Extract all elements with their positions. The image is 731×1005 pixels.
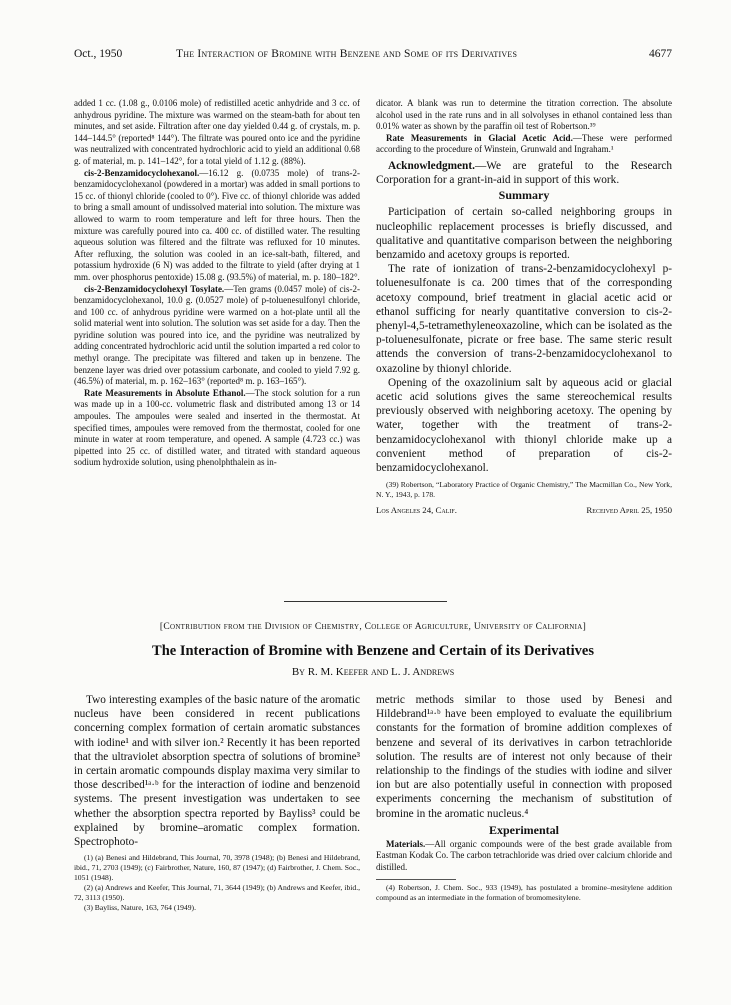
paragraph: The rate of ionization of trans-2-benzamidocyclohexyl p-toluenesulfonate is ca. 200 times that of the corresponding acetoxy compound, brief treatment in glacial acetic acid or ethanol sufficing for nearly quantitative conversion to cis-2-phenyl-4,5-tetramethyleneoxazoline, which can be isolated as the p-toluenesulfonate, picrate or free base. The same steric result attends the conversion of trans-2-benzamidocyclohexanol to oxazoline by thionyl chloride. — [376, 263, 672, 375]
introduction-text — [74, 693, 360, 849]
footnote — [376, 480, 672, 500]
paragraph-text: —16.12 g. (0.0735 mole) of trans-2-benzamidocyclohexanol (powdered in a mortar) was added in small portions to 15 cc. of thionyl chloride (cooled to 0°). Five cc. of thionyl chloride was added to bring a small amount of undissolved material into solution. The mixture was allowed to warm to room temperature and left for three hours. Then the mixture was carefully poured into ca. 400 cc. of distilled water. The resulting aqueous solution was filtered and the filtrate was refluxed for 10 minutes. After refluxing, the solution was cooled in an ice-salt-bath, filtered, and potassium hydroxide (6 N) was added to the filtrate to yield (after drying at 1 mm. over phosphorus pentoxide) 15.08 g. (93.5%) of material, m. p. 180–182°. — [74, 167, 360, 282]
paragraph: dicator. A blank was run to determine the titration correction. The absolute alcohol used in the rate runs and in all solvolyses in ethanol contained less than 0.01% water as shown by the paraffin oil test of Robertson.³⁹ — [376, 98, 672, 132]
subheading: Materials. — [386, 838, 426, 849]
subheading: cis-2-Benzamidocyclohexyl Tosylate. — [84, 283, 225, 294]
received-date: Received April 25, 1950 — [586, 505, 672, 516]
subheading: Rate Measurements in Absolute Ethanol. — [84, 387, 246, 398]
paragraph — [74, 168, 360, 284]
article-authors: By R. M. Keefer and L. J. Andrews — [291, 666, 455, 678]
footnote-rule — [376, 879, 456, 880]
acknowledgment — [376, 159, 672, 187]
footnote-text: (4) Robertson, J. Chem. Soc., 933 (1949), has postulated a bromine–mesitylene addition compound as an intermediate in the formation of bromomesitylene. — [376, 882, 672, 902]
left-column-top — [74, 98, 360, 469]
introduction-continued — [376, 693, 672, 821]
header-running-title: The Interaction of Bromine with Benzene and Some of its Derivatives — [176, 48, 518, 60]
methods-text — [376, 98, 672, 156]
summary-heading: Summary — [498, 188, 550, 203]
dateline — [376, 505, 672, 515]
footnote-text: (39) Robertson, “Laboratory Practice of Organic Chemistry,” The Macmillan Co., New York, N. Y., 1943, p. 178. — [376, 480, 672, 500]
footnotes — [376, 883, 672, 903]
subheading: cis-2-Benzamidocyclohexanol. — [84, 167, 200, 178]
contribution-line: [Contribution from the Division of Chemistry, College of Agriculture, University of California] — [159, 622, 587, 632]
footnotes — [74, 853, 360, 913]
paragraph: metric methods similar to those used by Benesi and Hildebrand¹ᵃ·ᵇ have been employed to evaluate the equilibrium constants for the formation of bromine addition complexes of benzene and several of its derivatives in carbon tetrachloride solution. The results are of interest not only because of their relationship to the findings of the studies with iodine and silver ion but are also potentially useful in connection with proposed experiments concerning the mechanism of substitution of bromine in the aromatic nucleus.⁴ — [376, 694, 672, 820]
paragraph-text: —All organic compounds were of the best grade available from Eastman Kodak Co. The carbon tetrachloride was dried over calcium chloride and distilled. — [376, 838, 672, 873]
right-column-top — [376, 98, 672, 515]
article-title: The Interaction of Bromine with Benzene and Certain of its Derivatives — [152, 643, 594, 659]
page-number: 4677 — [649, 48, 672, 60]
paragraph — [376, 839, 672, 874]
acknowledgment-heading: Acknowledgment. — [388, 159, 475, 172]
footnote-text: (1) (a) Benesi and Hildebrand, This Journal, 70, 3978 (1948); (b) Benesi and Hildebrand, ibid., 71, 2703 (1949); (c) Fairbrother, Nature, 160, 87 (1947); (d) Fairbrother, J. Chem. Soc., 1051 (1948). — [74, 853, 360, 883]
paragraph: Two interesting examples of the basic nature of the aromatic nucleus have been considered in recent publications concerning complex formation of certain aromatic substances with iodine¹ and with silver ion.² Recently it has been reported that the ultraviolet absorption spectra of solutions of bromine³ in certain aromatic compounds display maxima very similar to those described¹ᵃ·ᵇ for the interaction of iodine and benzenoid systems. The present investigation was undertaken to see whether the absorption spectra reported by Bayliss³ could be explained by bromine–aromatic complex formation. Spectrophoto- — [74, 694, 360, 849]
paragraph — [376, 159, 672, 187]
footnote-text: (2) (a) Andrews and Keefer, This Journal, 71, 3644 (1949); (b) Andrews and Keefer, ibid., 72, 3113 (1950). — [74, 883, 360, 903]
paragraph-text: —We are grateful to the Research Corporation for a grant-in-aid in support of this work. — [376, 159, 672, 187]
place: Los Angeles 24, Calif. — [376, 505, 457, 516]
paragraph — [376, 133, 672, 156]
paragraph: Participation of certain so-called neighboring groups in nucleophilic replacement processes is briefly discussed, and qualitative and quantitative comparison between the neighboring benzamido and acetoxy groups is reported. — [376, 206, 672, 261]
subheading: Rate Measurements in Glacial Acetic Acid. — [386, 132, 573, 143]
right-column-bottom — [376, 693, 672, 903]
paragraph: added 1 cc. (1.08 g., 0.0106 mole) of redistilled acetic anhydride and 3 cc. of anhydrous pyridine. The mixture was warmed on the steam-bath for about ten minutes, and set aside. Filtration after one day yielded 0.44 g. of crystals, m. p. 144–144.5° (reported⁸ 144°). The filtrate was poured onto ice and the pyridine was neutralized with concentrated hydrochloric acid to yield an additional 0.68 g. of material, m. p. 141–142°, for a total yield of 1.12 g. (88%). — [74, 98, 360, 166]
paragraph: Opening of the oxazolinium salt by aqueous acid or glacial acetic acid solutions gives the same stereochemical results previously observed with neighboring acetoxy. The opening by water, together with the treatment of trans-2-benzamidocyclohexanol with thionyl chloride make up a convenient method of preparation of cis-2-benzamidocyclohexanol. — [376, 376, 672, 475]
paragraph-text: —Ten grams (0.0457 mole) of cis-2-benzamidocyclohexanol, 10.0 g. (0.0527 mole) of p-toluenesulfonyl chloride, and 100 cc. of anhydrous pyridine were warmed on a hot-plate until all the solid material went into solution. The solution was set aside for a day. Then the pyridine solution was poured into ice, and the pyridine was neutralized by adding concentrated hydrochloric acid until the solution imparted a red color to methyl orange. The precipitate was filtered and taken up in benzene. The benzene layer was dried over potassium carbonate, and cooled to yield 7.92 g. (46.5%) of material, m. p. 162–163° (reported⁸ m. p. 163–165°). — [74, 283, 360, 387]
materials-text — [376, 839, 672, 874]
article-separator — [284, 601, 447, 602]
experimental-heading: Experimental — [489, 822, 559, 837]
paragraph — [74, 388, 360, 469]
footnote-text: (3) Bayliss, Nature, 163, 764 (1949). — [84, 903, 196, 913]
paragraph-text: —These were performed according to the procedure of Winstein, Grunwald and Ingraham.¹ — [376, 132, 672, 155]
running-header — [74, 48, 672, 64]
paragraph-text: —The stock solution for a run was made up in a 100-cc. volumetric flask and distributed among 13 or 14 ampoules. The ampoules were sealed and inserted in the thermostat. At specified times, ampoules were removed from the thermostat, cooled for one minute in water at room temperature, and opened. A sample (4.723 cc.) was pipetted into 25 cc. of distilled water, and titrated with standard aqueous sodium hydroxide solution, using phenolphthalein as in- — [74, 387, 360, 468]
paragraph — [74, 284, 360, 388]
left-column-bottom — [74, 693, 360, 913]
summary-text — [376, 205, 672, 475]
header-date: Oct., 1950 — [74, 48, 123, 60]
